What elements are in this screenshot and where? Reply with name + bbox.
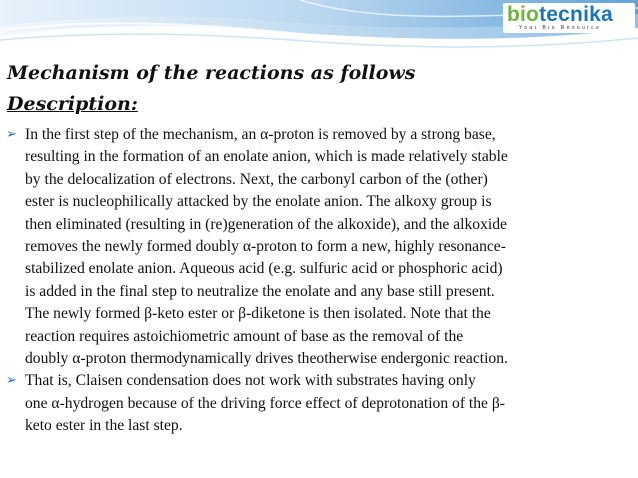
bullet-list: [6, 124, 634, 438]
bullet-item: [6, 124, 634, 370]
bullet-item: [6, 370, 634, 437]
logo-tagline: Your Bio Resource: [519, 25, 602, 31]
bullet-text: In the first step of the mechanism, an α-proton is removed by a strong base, resulting in the formation of an enolate anion, which is made relatively stable by the delocalization of electrons. Next, the carbonyl carbon of the (other) ester is nucleophilically attacked by the enolate anion. The alkoxy group is then eliminated (resulting in (re)generation of the alkoxide), and the alkoxide removes the newly formed doubly α-proton to form a new, highly resonance- stabilized enolate anion. Aqueous acid (e.g. sulfuric acid or phosphoric acid) is added in the final step to neutralize the enolate and any base still present. The newly formed β-keto ester or β-diketone is then isolated. Note that the reaction requires astoichiometric amount of base as the removal of the doubly α-proton thermodynamically drives theotherwise endergonic reaction.: [25, 126, 508, 368]
arrow-bullet-icon: ➢: [6, 127, 17, 142]
arrow-bullet-icon: ➢: [6, 373, 17, 389]
logo-part-bio: bio: [507, 3, 540, 26]
slide-title: Mechanism of the reactions as follows: [7, 62, 416, 84]
logo-part-tecnika: tecnika: [539, 3, 613, 26]
bullet-text: That is, Claisen condensation does not work with substrates having only one α-hydrogen because of the driving force effect of deprotonation of the β- keto ester in the last step.: [25, 372, 505, 435]
biotecnika-logo: [503, 3, 635, 33]
slide-subtitle: Description:: [7, 93, 138, 115]
logo-wordmark: [507, 3, 613, 27]
